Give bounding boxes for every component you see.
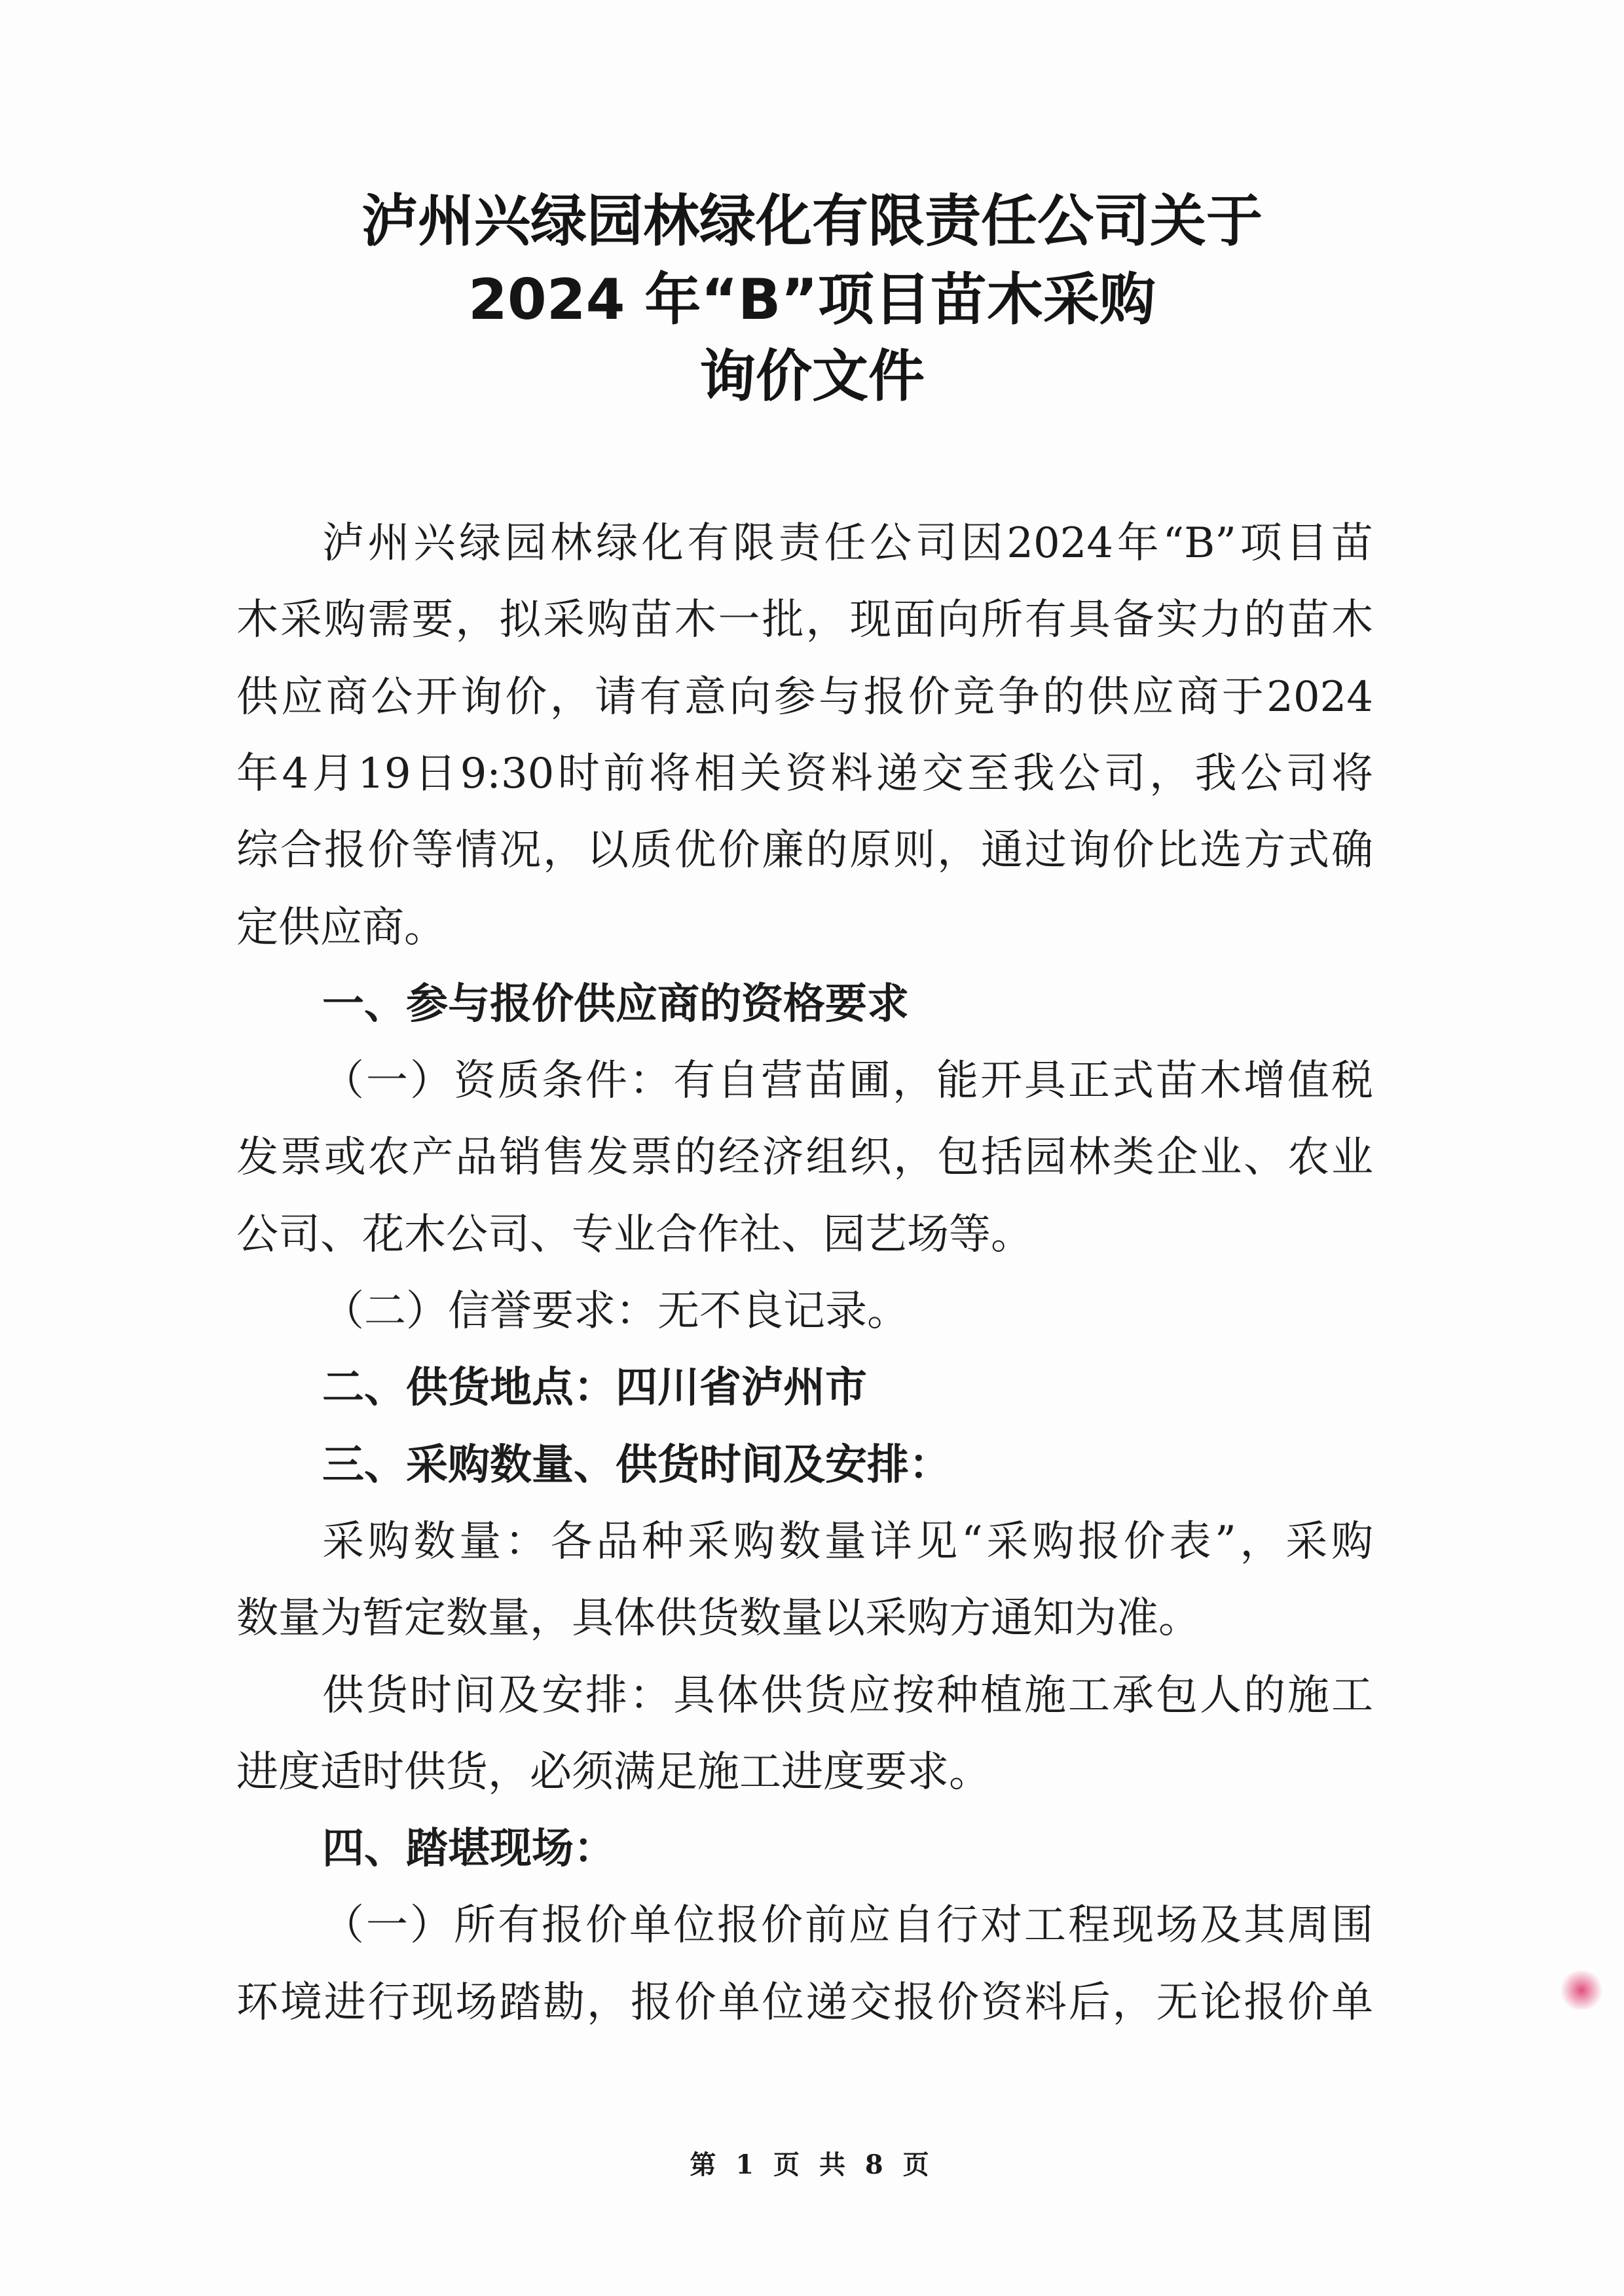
section-heading: 二、供货地点：四川省泸州市 <box>322 1364 867 1413</box>
body-text-line: 环境进行现场踏勘，报价单位递交报价资料后，无论报价单 <box>236 1978 1373 2027</box>
body-text-line: 泸州兴绿园林绿化有限责任公司因2024年“B”项目苗 <box>322 519 1373 568</box>
page-number-footer: 第 1 页 共 8 页 <box>690 2149 934 2180</box>
body-text-line: 公司、花木公司、专业合作社、园艺场等。 <box>236 1210 1033 1259</box>
body-text-line: （二）信誉要求：无不良记录。 <box>322 1287 909 1336</box>
body-text-line: 数量为暂定数量，具体供货数量以采购方通知为准。 <box>236 1594 1200 1643</box>
body-text-line: 发票或农产品销售发票的经济组织，包括园林类企业、农业 <box>236 1133 1373 1182</box>
body-text-line: （一）所有报价单位报价前应自行对工程现场及其周围 <box>322 1901 1373 1950</box>
body-text-line: 年4月19日9:30时前将相关资料递交至我公司，我公司将 <box>236 749 1373 798</box>
document-title-line-3: 询价文件 <box>699 344 925 409</box>
body-text-line: 综合报价等情况，以质优价廉的原则，通过询价比选方式确 <box>236 826 1373 875</box>
document-title-line-2: 2024 年“B”项目苗木采购 <box>468 267 1156 333</box>
body-text-line: （一）资质条件：有自营苗圃，能开具正式苗木增值税 <box>322 1057 1373 1106</box>
body-text-line: 采购数量：各品种采购数量详见“采购报价表”，采购 <box>322 1517 1373 1566</box>
body-text-line: 定供应商。 <box>236 903 446 952</box>
body-text-line: 进度适时供货，必须满足施工进度要求。 <box>236 1747 991 1796</box>
section-heading: 一、参与报价供应商的资格要求 <box>322 979 909 1029</box>
body-text-line: 供应商公开询价，请有意向参与报价竞争的供应商于2024 <box>236 672 1373 721</box>
body-text-line: 木采购需要，拟采购苗木一批，现面向所有具备实力的苗木 <box>236 596 1373 645</box>
section-heading: 三、采购数量、供货时间及安排： <box>322 1440 951 1489</box>
body-text-line: 供货时间及安排：具体供货应按种植施工承包人的施工 <box>322 1671 1373 1720</box>
red-ink-mark <box>1559 1971 1604 2010</box>
section-heading: 四、踏堪现场： <box>322 1825 616 1874</box>
document-title-line-1: 泸州兴绿园林绿化有限责任公司关于 <box>361 189 1263 254</box>
